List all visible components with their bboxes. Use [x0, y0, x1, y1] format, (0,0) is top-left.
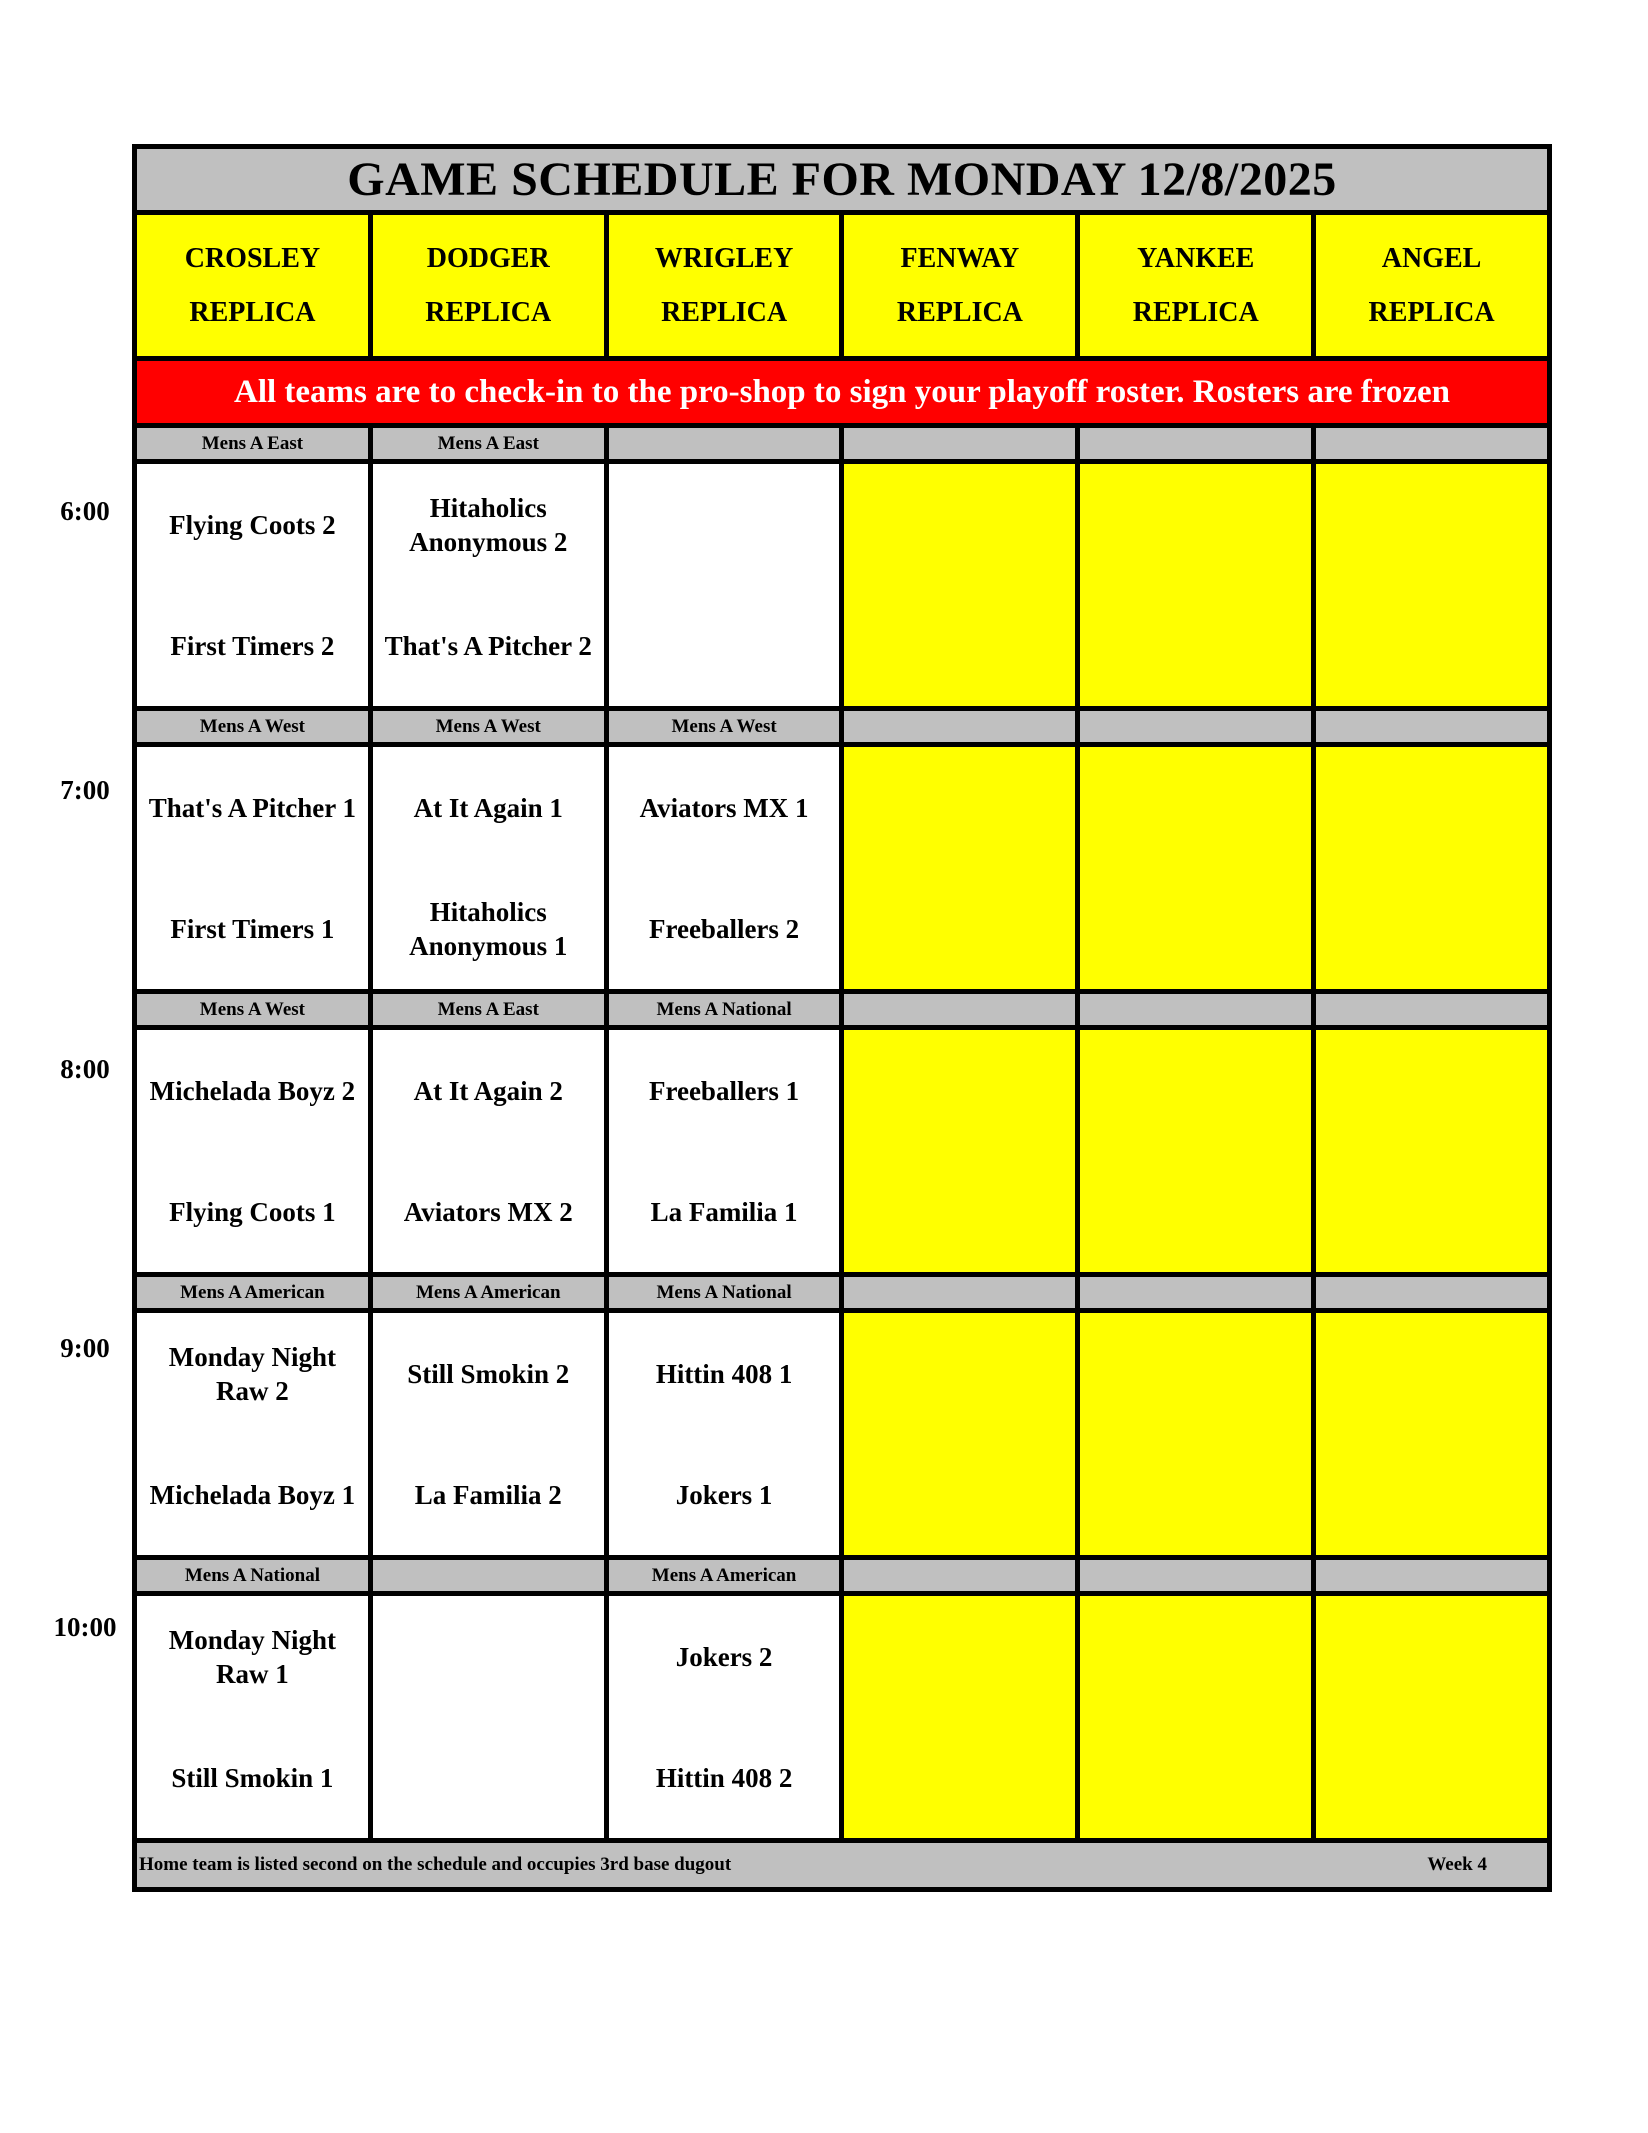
unused-field-cell	[844, 747, 1080, 989]
time-label-8: 8:00	[60, 1054, 110, 1084]
game-row	[137, 1030, 1547, 1277]
home-team: Flying Coots 1	[169, 1196, 336, 1227]
division-label: Mens A American	[609, 1560, 845, 1591]
game-cell	[137, 747, 373, 989]
division-label: Mens A National	[609, 1277, 845, 1308]
field-type: REPLICA	[896, 296, 1023, 328]
division-label-empty	[1316, 428, 1547, 459]
field-type: REPLICA	[189, 296, 316, 328]
division-label: Mens A West	[373, 711, 609, 742]
home-team: Aviators MX 2	[403, 1196, 573, 1227]
home-team	[373, 1717, 604, 1838]
away-team: Still Smokin 2	[407, 1358, 570, 1389]
division-label	[373, 1560, 609, 1591]
away-team: Jokers 2	[675, 1641, 773, 1672]
division-label: Mens A West	[609, 711, 845, 742]
division-label-empty	[844, 711, 1080, 742]
field-type: REPLICA	[1368, 296, 1495, 328]
division-label: Mens A East	[373, 428, 609, 459]
division-label: Mens A West	[137, 711, 373, 742]
home-team: That's A Pitcher 2	[384, 630, 592, 661]
unused-field-cell	[1316, 464, 1547, 706]
home-team: Hittin 408 2	[655, 1762, 793, 1793]
field-angel	[1316, 215, 1547, 356]
game-row	[137, 1596, 1547, 1843]
field-name: WRIGLEY	[654, 242, 794, 274]
away-team: Michelada Boyz 2	[149, 1075, 356, 1106]
unused-field-cell	[1316, 1596, 1547, 1838]
footer-bar	[137, 1843, 1547, 1887]
unused-field-cell	[1316, 1030, 1547, 1272]
division-label-empty	[1316, 1560, 1547, 1591]
home-team: La Familia 2	[414, 1479, 562, 1510]
division-label-empty	[844, 994, 1080, 1025]
game-cell	[609, 1030, 845, 1272]
division-label-empty	[1316, 1277, 1547, 1308]
division-row	[137, 1560, 1547, 1596]
away-team: At It Again 2	[413, 1075, 563, 1106]
field-type: REPLICA	[661, 296, 788, 328]
field-crosley	[137, 215, 373, 356]
unused-field-cell	[1080, 1596, 1316, 1838]
field-name: FENWAY	[900, 242, 1020, 274]
game-cell	[609, 1313, 845, 1555]
unused-field-cell	[1080, 1313, 1316, 1555]
unused-field-cell	[1080, 1030, 1316, 1272]
away-team: Hitaholics Anonymous 2	[409, 492, 568, 557]
away-team: At It Again 1	[413, 792, 563, 823]
division-label-empty	[1080, 428, 1316, 459]
game-cell	[137, 464, 373, 706]
field-name: ANGEL	[1381, 242, 1482, 274]
time-label-10: 10:00	[53, 1612, 117, 1642]
game-row	[137, 464, 1547, 711]
field-name: CROSLEY	[184, 242, 321, 274]
division-row	[137, 711, 1547, 747]
game-cell	[373, 1313, 609, 1555]
away-team	[373, 1596, 604, 1717]
away-team: Flying Coots 2	[169, 509, 336, 540]
home-team: Still Smokin 1	[171, 1762, 334, 1793]
division-label: Mens A National	[609, 994, 845, 1025]
home-team: First Timers 1	[170, 913, 335, 944]
home-team-note: Home team is listed second on the schedule and occupies 3rd base dugout	[139, 1854, 732, 1875]
home-team: La Familia 1	[650, 1196, 798, 1227]
unused-field-cell	[1316, 1313, 1547, 1555]
division-label-empty	[1316, 994, 1547, 1025]
field-name: DODGER	[426, 242, 550, 274]
division-label-empty	[844, 428, 1080, 459]
time-label-6: 6:00	[60, 496, 110, 526]
notice-banner: All teams are to check-in to the pro-shop to sign your playoff roster. Rosters are frozen	[137, 361, 1547, 428]
home-team	[609, 585, 840, 706]
away-team: Monday Night Raw 1	[168, 1624, 337, 1689]
field-dodger	[373, 215, 609, 356]
away-team: Aviators MX 1	[639, 792, 809, 823]
field-yankee	[1080, 215, 1316, 356]
home-team: Jokers 1	[675, 1479, 773, 1510]
game-cell-empty	[373, 1596, 609, 1838]
week-label: Week 4	[1427, 1854, 1487, 1875]
division-row	[137, 994, 1547, 1030]
division-label-empty	[1080, 1560, 1316, 1591]
game-cell	[373, 1030, 609, 1272]
division-row	[137, 1277, 1547, 1313]
away-team	[609, 464, 840, 585]
division-label: Mens A East	[137, 428, 373, 459]
field-fenway	[844, 215, 1080, 356]
division-label-empty	[1316, 711, 1547, 742]
time-label-9: 9:00	[60, 1333, 110, 1363]
division-label: Mens A National	[137, 1560, 373, 1591]
game-cell	[137, 1596, 373, 1838]
game-cell-empty	[609, 464, 845, 706]
division-row	[137, 428, 1547, 464]
game-cell	[609, 1596, 845, 1838]
division-label-empty	[844, 1560, 1080, 1591]
field-header-row	[137, 215, 1547, 361]
away-team: Freeballers 1	[648, 1075, 800, 1106]
division-label: Mens A American	[373, 1277, 609, 1308]
home-team: Michelada Boyz 1	[149, 1479, 356, 1510]
game-row	[137, 747, 1547, 994]
unused-field-cell	[1080, 747, 1316, 989]
field-wrigley	[609, 215, 845, 356]
game-cell	[373, 464, 609, 706]
field-name: YANKEE	[1137, 242, 1255, 274]
division-label-empty	[1080, 711, 1316, 742]
page-title: GAME SCHEDULE FOR MONDAY 12/8/2025	[137, 149, 1547, 215]
division-label-empty	[1080, 1277, 1316, 1308]
division-label: Mens A West	[137, 994, 373, 1025]
game-cell	[137, 1313, 373, 1555]
unused-field-cell	[844, 1030, 1080, 1272]
division-label: Mens A American	[137, 1277, 373, 1308]
game-row	[137, 1313, 1547, 1560]
unused-field-cell	[844, 1313, 1080, 1555]
home-team: First Timers 2	[170, 630, 335, 661]
unused-field-cell	[1080, 464, 1316, 706]
field-type: REPLICA	[425, 296, 552, 328]
field-type: REPLICA	[1132, 296, 1259, 328]
unused-field-cell	[844, 1596, 1080, 1838]
unused-field-cell	[1316, 747, 1547, 989]
unused-field-cell	[844, 464, 1080, 706]
division-label	[609, 428, 845, 459]
game-cell	[373, 747, 609, 989]
away-team: Hittin 408 1	[655, 1358, 793, 1389]
away-team: Monday Night Raw 2	[168, 1341, 337, 1406]
time-label-7: 7:00	[60, 775, 110, 805]
away-team: That's A Pitcher 1	[148, 792, 357, 823]
division-label-empty	[1080, 994, 1316, 1025]
division-label-empty	[844, 1277, 1080, 1308]
game-cell	[137, 1030, 373, 1272]
home-team: Hitaholics Anonymous 1	[409, 896, 568, 961]
game-cell	[609, 747, 845, 989]
home-team: Freeballers 2	[648, 913, 800, 944]
division-label: Mens A East	[373, 994, 609, 1025]
schedule-sheet	[132, 144, 1552, 1892]
